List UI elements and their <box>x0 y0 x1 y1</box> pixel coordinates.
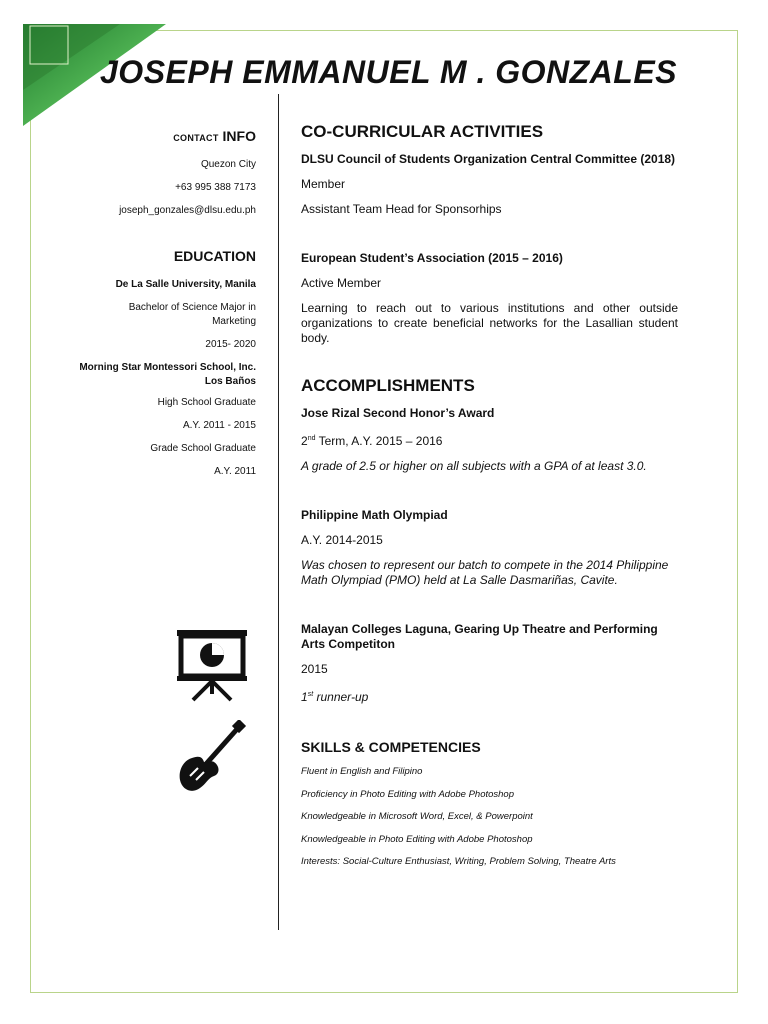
skills-heading: SKILLS & COMPETENCIES <box>301 739 481 755</box>
presentation-chart-icon <box>175 628 249 702</box>
accomplishment-3-year: 2015 <box>301 662 328 676</box>
resume-name: JOSEPH EMMANUEL M . GONZALES <box>100 54 678 90</box>
electric-guitar-icon <box>176 720 250 794</box>
education-years-1: 2015- 2020 <box>205 339 256 350</box>
cocurricular-org-2-role: Active Member <box>301 276 382 290</box>
education-degree: Bachelor of Science Major in Marketing <box>128 302 256 327</box>
accomplishment-3-place: 1st runner-up <box>301 690 369 704</box>
cocurricular-heading: CO-CURRICULAR ACTIVITIES <box>301 122 544 141</box>
accomplishment-2-title: Philippine Math Olympiad <box>301 508 448 522</box>
education-school-2: Morning Star Montessori School, Inc. Los Baños <box>79 362 256 387</box>
skill-item: Fluent in English and Filipino <box>301 766 423 777</box>
accomplishment-1-title: Jose Rizal Second Honor’s Award <box>301 406 495 420</box>
contact-phone: +63 995 388 7173 <box>175 182 256 193</box>
accomplishments-heading: ACCOMPLISHMENTS <box>301 376 475 395</box>
cocurricular-org-1: DLSU Council of Students Organization Central Committee (2018) <box>301 152 676 166</box>
education-hs: High School Graduate <box>157 397 256 408</box>
skill-item: Proficiency in Photo Editing with Adobe Photoshop <box>301 788 515 800</box>
accomplishment-1-term: 2nd Term, A.Y. 2015 – 2016 <box>301 434 443 448</box>
contact-city: Quezon City <box>200 159 256 170</box>
skill-item: Knowledgeable in Microsoft Word, Excel, & Powerpoint <box>301 811 533 822</box>
cocurricular-org-2: European Student’s Association (2015 – 2016) <box>301 251 563 265</box>
contact-heading: CONTACT INFO <box>173 128 256 144</box>
skill-item: Interests: Social-Culture Enthusiast, Writing, Problem Solving, Theatre Arts <box>301 856 616 867</box>
right-column <box>301 122 678 878</box>
education-heading: EDUCATION <box>173 248 256 264</box>
education-gs-year: A.Y. 2011 <box>214 466 256 477</box>
column-divider <box>278 94 279 930</box>
accomplishment-2-desc: Was chosen to represent our batch to compete in the 2014 Philippine Math Olympiad (PMO) held at La Salle Dasmariñas, Cavite. <box>301 558 669 587</box>
education-gs: Grade School Graduate <box>150 443 256 454</box>
skill-item: Knowledgeable in Photo Editing with Adobe Photoshop <box>301 833 533 845</box>
contact-email: joseph_gonzales@dlsu.edu.ph <box>119 205 256 216</box>
accomplishment-3-title: Malayan Colleges Laguna, Gearing Up Theatre and Performing Arts Competiton <box>301 622 658 651</box>
accomplishment-1-desc: A grade of 2.5 or higher on all subjects with a GPA of at least 3.0. <box>301 459 647 473</box>
education-hs-year: A.Y. 2011 - 2015 <box>182 420 256 431</box>
left-column <box>60 128 256 488</box>
cocurricular-org-1-role: Member <box>301 177 346 191</box>
education-school-1: De La Salle University, Manila <box>115 279 256 290</box>
cocurricular-org-2-desc: Learning to reach out to various institutions and other outside organizations to create beneficial networks for the Lasallian student body. <box>301 301 678 345</box>
cocurricular-org-1-desc: Assistant Team Head for Sponsorhips <box>301 202 502 216</box>
accomplishment-2-year: A.Y. 2014-2015 <box>301 533 383 547</box>
